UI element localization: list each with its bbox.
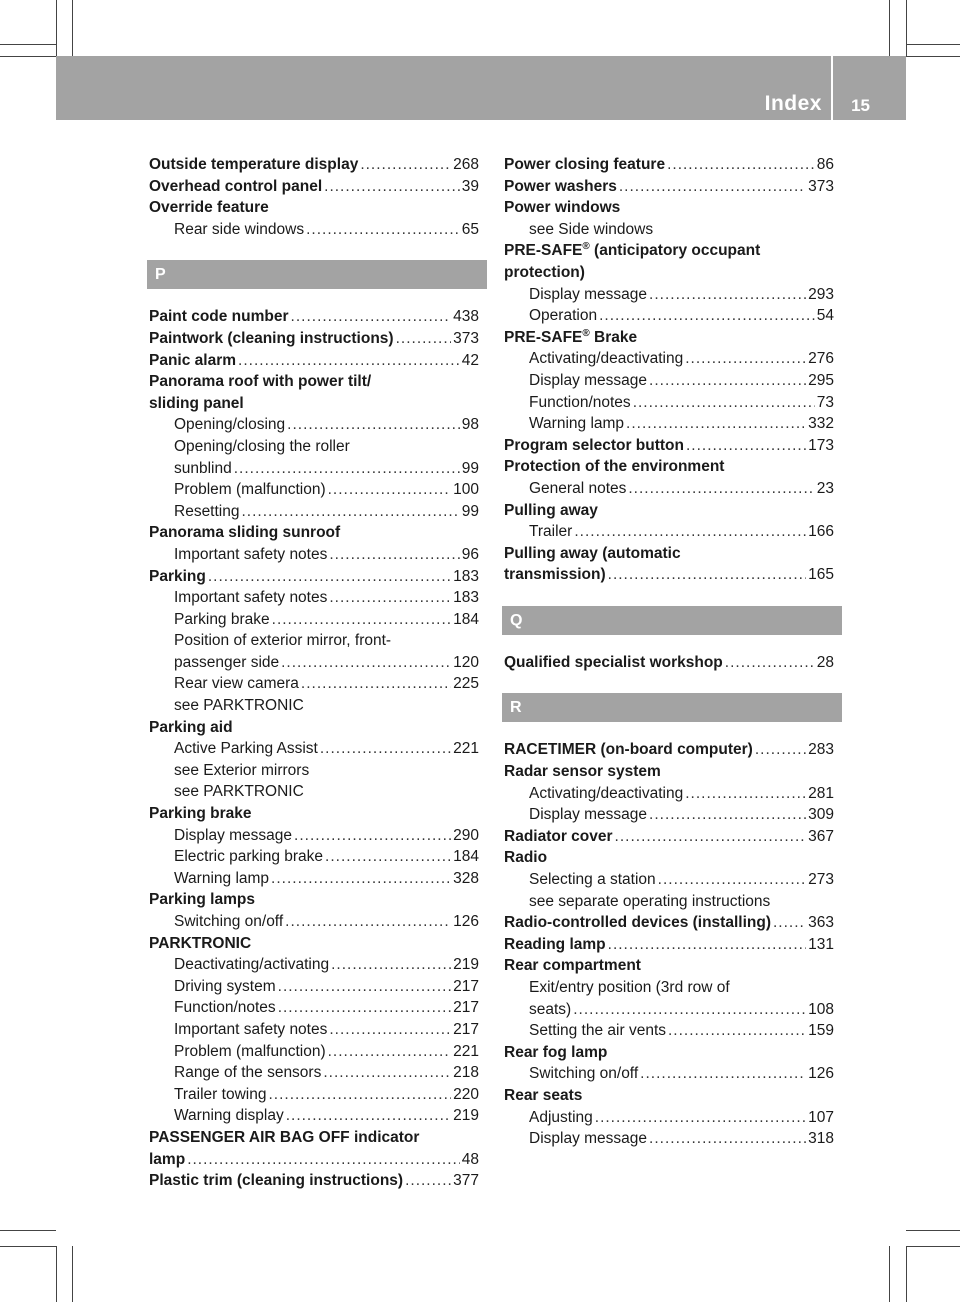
index-heading: PASSENGER AIR BAG OFF indicator — [149, 1128, 420, 1146]
entry-page: 23 — [816, 479, 834, 497]
entry-page: 281 — [808, 784, 834, 802]
leader-dots — [325, 846, 451, 868]
index-entry — [504, 912, 834, 934]
entry-page: 107 — [808, 1108, 834, 1126]
entry-label: Parking — [149, 567, 206, 585]
index-subentry — [149, 846, 479, 868]
entry-label: Selecting a station — [529, 871, 656, 889]
page-title: Index — [764, 92, 822, 115]
index-subentry-text: see separate operating instructions — [529, 892, 771, 910]
index-subentry — [149, 479, 479, 501]
entry-page: 183 — [453, 589, 479, 607]
leader-dots — [281, 652, 451, 674]
entry-page: 290 — [453, 826, 479, 844]
crop-mark — [56, 1246, 57, 1302]
index-subentry — [149, 738, 479, 760]
entry-page: 54 — [816, 307, 834, 325]
index-heading: Parking brake — [149, 805, 252, 823]
index-subentry — [504, 478, 834, 500]
entry-page: 309 — [808, 806, 834, 824]
entry-page: 217 — [453, 999, 479, 1017]
entry-page: 273 — [808, 871, 834, 889]
entry-page: 218 — [453, 1064, 479, 1082]
entry-label: Range of the sensors — [174, 1064, 322, 1082]
index-subentry — [504, 1063, 834, 1085]
index-subentry-text: Opening/closing the roller — [174, 437, 350, 455]
entry-label: Radio-controlled devices (installing) — [504, 914, 771, 932]
entry-label: Display message — [529, 1130, 648, 1148]
index-entry — [149, 1149, 479, 1171]
crop-mark — [906, 1230, 960, 1231]
index-entry — [149, 1170, 479, 1192]
leader-dots — [329, 1019, 451, 1041]
entry-label: Operation — [529, 307, 598, 325]
entry-page: 126 — [453, 913, 479, 930]
leader-dots — [329, 544, 459, 566]
leader-dots — [573, 999, 806, 1021]
entry-label: Program selector button — [504, 436, 684, 454]
leader-dots — [291, 306, 452, 328]
section-letter: R — [502, 693, 842, 722]
index-subentry — [504, 370, 834, 392]
index-heading: sliding panel — [149, 394, 244, 412]
leader-dots — [187, 1149, 460, 1171]
entry-page: 165 — [808, 566, 834, 584]
crop-mark — [906, 0, 907, 56]
entry-label: Radiator cover — [504, 827, 613, 845]
entry-page: 42 — [461, 351, 479, 369]
entry-page: 98 — [461, 416, 479, 434]
entry-label: Paintwork (cleaning instructions) — [149, 329, 394, 347]
index-subentry — [149, 673, 479, 695]
entry-label: Rear view camera — [174, 675, 299, 693]
entry-page: 220 — [453, 1085, 479, 1103]
entry-label: Qualified specialist workshop — [504, 653, 723, 671]
index-subentry — [149, 458, 479, 480]
index-subentry — [149, 825, 479, 847]
entry-label: Function/notes — [529, 393, 631, 411]
entry-label: Active Parking Assist — [174, 740, 318, 758]
index-subentry — [149, 997, 479, 1019]
entry-label: Function/notes — [174, 999, 276, 1017]
index-entry — [504, 739, 834, 761]
index-subentry — [504, 392, 834, 414]
leader-dots — [396, 328, 452, 350]
entry-page: 126 — [808, 1065, 834, 1083]
index-subentry — [504, 284, 834, 306]
index-heading: Panorama roof with power tilt/ — [149, 373, 372, 391]
leader-dots — [329, 587, 451, 609]
index-subentry — [149, 1062, 479, 1084]
entry-page: 183 — [453, 567, 479, 585]
entry-page: 100 — [453, 481, 479, 499]
leader-dots — [599, 305, 815, 327]
entry-page: 131 — [808, 935, 834, 953]
entry-page: 184 — [453, 848, 479, 866]
leader-dots — [287, 414, 460, 436]
index-heading: Parking lamps — [149, 891, 255, 909]
entry-page: 377 — [453, 1172, 479, 1190]
entry-label: Display message — [529, 371, 648, 389]
index-subentry — [149, 501, 479, 523]
leader-dots — [278, 997, 451, 1019]
entry-page: 328 — [453, 869, 479, 887]
index-entry — [504, 176, 834, 198]
entry-page: 96 — [461, 545, 479, 563]
index-subentry-text: see Exterior mirrors — [174, 761, 310, 779]
entry-page: 99 — [461, 502, 479, 520]
index-column-left — [149, 154, 479, 1192]
crop-mark — [0, 56, 56, 57]
entry-page: 73 — [816, 393, 834, 411]
index-heading: Override feature — [149, 199, 269, 217]
entry-page: 438 — [453, 308, 479, 326]
entry-page: 373 — [453, 329, 479, 347]
entry-page: 173 — [808, 436, 834, 454]
entry-label: Panic alarm — [149, 351, 237, 369]
entry-label: Switching on/off — [174, 913, 284, 930]
leader-dots — [405, 1170, 451, 1192]
leader-dots — [649, 1128, 806, 1150]
index-subentry — [149, 868, 479, 890]
entry-page: 159 — [808, 1022, 834, 1040]
crop-mark — [906, 44, 960, 45]
leader-dots — [328, 1041, 452, 1063]
index-entry — [504, 564, 834, 586]
leader-dots — [294, 825, 451, 847]
index-entry — [149, 176, 479, 198]
entry-label: Rear side windows — [174, 220, 305, 238]
entry-label: Adjusting — [529, 1108, 593, 1126]
entry-label: Driving system — [174, 977, 276, 995]
entry-label: sunblind — [174, 459, 232, 477]
entry-page: 373 — [808, 177, 834, 195]
leader-dots — [238, 350, 460, 372]
index-subentry — [149, 976, 479, 998]
leader-dots — [241, 501, 459, 523]
index-entry — [504, 435, 834, 457]
index-subentry-text: see PARKTRONIC — [174, 697, 304, 715]
entry-page: 28 — [816, 653, 834, 671]
leader-dots — [278, 976, 451, 998]
leader-dots — [619, 176, 806, 198]
section-letter: Q — [502, 606, 842, 635]
entry-label: Problem (malfunction) — [174, 481, 326, 499]
page-header — [56, 56, 906, 120]
entry-page: 293 — [808, 285, 834, 303]
crop-mark — [72, 0, 73, 56]
index-heading: Rear fog lamp — [504, 1043, 608, 1061]
entry-label: Power closing feature — [504, 156, 666, 173]
entry-page: 99 — [461, 459, 479, 477]
entry-label: Important safety notes — [174, 545, 328, 563]
index-heading: Pulling away (automatic — [504, 544, 681, 562]
entry-page: 295 — [808, 371, 834, 389]
index-subentry — [149, 587, 479, 609]
crop-mark — [889, 0, 890, 56]
entry-label: Overhead control panel — [149, 177, 323, 195]
leader-dots — [574, 521, 806, 543]
entry-label: Trailer towing — [174, 1085, 267, 1103]
leader-dots — [686, 435, 806, 457]
leader-dots — [301, 673, 451, 695]
entry-label: General notes — [529, 479, 627, 497]
index-entry — [149, 350, 479, 372]
index-heading: PRE-SAFE® (anticipatory occupant — [504, 241, 761, 260]
index-subentry — [149, 1019, 479, 1041]
leader-dots — [324, 176, 460, 198]
index-entry — [149, 566, 479, 588]
entry-label: Activating/deactivating — [529, 350, 684, 368]
entry-page: 48 — [461, 1150, 479, 1168]
entry-page: 184 — [453, 610, 479, 628]
entry-page: 268 — [453, 156, 479, 173]
index-entry — [149, 154, 479, 176]
entry-label: seats) — [529, 1000, 572, 1018]
index-subentry — [504, 783, 834, 805]
index-subentry — [149, 911, 479, 933]
index-subentry — [504, 305, 834, 327]
index-heading: Radar sensor system — [504, 763, 661, 781]
entry-page: 219 — [453, 1107, 479, 1125]
entry-label: Electric parking brake — [174, 848, 324, 866]
index-subentry — [504, 1020, 834, 1042]
index-subentry — [149, 414, 479, 436]
leader-dots — [271, 868, 451, 890]
index-subentry — [504, 999, 834, 1021]
leader-dots — [595, 1107, 806, 1129]
entry-label: Trailer — [529, 523, 573, 541]
leader-dots — [323, 1062, 451, 1084]
entry-label: Setting the air vents — [529, 1022, 666, 1040]
leader-dots — [608, 934, 806, 956]
leader-dots — [286, 1105, 451, 1127]
entry-page: 65 — [461, 220, 479, 238]
leader-dots — [328, 479, 452, 501]
leader-dots — [685, 348, 806, 370]
entry-label: passenger side — [174, 653, 280, 671]
entry-label: Reading lamp — [504, 935, 606, 953]
index-heading: Rear compartment — [504, 957, 641, 975]
index-subentry — [149, 544, 479, 566]
leader-dots — [725, 652, 815, 674]
crop-mark — [889, 1246, 890, 1302]
entry-label: Important safety notes — [174, 1020, 328, 1038]
leader-dots — [360, 154, 451, 176]
entry-page: 217 — [453, 977, 479, 995]
leader-dots — [608, 564, 806, 586]
index-heading: Protection of the environment — [504, 458, 725, 476]
leader-dots — [667, 154, 815, 176]
leader-dots — [668, 1020, 806, 1042]
leader-dots — [285, 911, 451, 933]
index-entry — [504, 826, 834, 848]
entry-label: Opening/closing — [174, 416, 286, 434]
entry-page: 318 — [808, 1130, 834, 1148]
leader-dots — [640, 1063, 806, 1085]
entry-label: Power washers — [504, 177, 617, 195]
index-subentry — [504, 1128, 834, 1150]
crop-mark — [56, 0, 57, 56]
entry-label: Outside temperature display — [149, 156, 359, 173]
index-heading: Radio — [504, 849, 548, 867]
entry-label: Important safety notes — [174, 589, 328, 607]
entry-page: 166 — [808, 523, 834, 541]
entry-page: 221 — [453, 1042, 479, 1060]
entry-label: lamp — [149, 1150, 186, 1168]
index-subentry — [504, 521, 834, 543]
leader-dots — [649, 804, 806, 826]
entry-label: Display message — [174, 826, 293, 844]
index-subentry-text: see PARKTRONIC — [174, 783, 304, 801]
index-entry — [149, 306, 479, 328]
crop-mark — [906, 1246, 960, 1247]
crop-mark — [72, 1246, 73, 1302]
entry-label: Resetting — [174, 502, 240, 520]
leader-dots — [628, 478, 814, 500]
leader-dots — [649, 370, 806, 392]
index-subentry-text: Exit/entry position (3rd row of — [529, 979, 730, 996]
leader-dots — [658, 869, 806, 891]
leader-dots — [331, 954, 451, 976]
entry-label: Warning lamp — [529, 415, 625, 433]
entry-page: 276 — [808, 350, 834, 368]
entry-page: 219 — [453, 956, 479, 974]
entry-label: Plastic trim (cleaning instructions) — [149, 1172, 404, 1190]
entry-page: 367 — [808, 827, 834, 845]
entry-page: 225 — [453, 675, 479, 693]
crop-mark — [906, 1246, 907, 1302]
leader-dots — [649, 284, 806, 306]
index-heading: Parking aid — [149, 718, 233, 736]
entry-label: transmission) — [504, 566, 606, 584]
crop-mark — [0, 1246, 56, 1247]
entry-label: Deactivating/activating — [174, 956, 330, 974]
index-heading: Pulling away — [504, 501, 598, 519]
entry-label: Problem (malfunction) — [174, 1042, 326, 1060]
leader-dots — [755, 739, 806, 761]
entry-label: Warning display — [174, 1107, 284, 1125]
header-divider — [831, 56, 833, 120]
entry-label: Warning lamp — [174, 869, 270, 887]
index-entry — [504, 934, 834, 956]
entry-page: 332 — [808, 415, 834, 433]
index-entry — [504, 652, 834, 674]
entry-page: 86 — [816, 156, 834, 173]
index-column-right — [504, 154, 834, 1150]
index-subentry — [504, 413, 834, 435]
crop-mark — [906, 56, 960, 57]
index-heading: PRE-SAFE® Brake — [504, 327, 638, 346]
index-subentry — [149, 609, 479, 631]
crop-mark — [0, 1230, 56, 1231]
entry-label: Display message — [529, 285, 648, 303]
index-subentry — [149, 1105, 479, 1127]
entry-label: Paint code number — [149, 308, 289, 326]
entry-label: Display message — [529, 806, 648, 824]
entry-label: Activating/deactivating — [529, 784, 684, 802]
index-subentry — [504, 869, 834, 891]
index-subentry — [504, 348, 834, 370]
index-subentry — [149, 1084, 479, 1106]
entry-page: 217 — [453, 1020, 479, 1038]
leader-dots — [615, 826, 807, 848]
entry-page: 120 — [453, 653, 479, 671]
leader-dots — [626, 413, 806, 435]
index-subentry-text: Position of exterior mirror, front- — [174, 632, 392, 650]
entry-page: 221 — [453, 740, 479, 758]
index-heading: Rear seats — [504, 1086, 583, 1104]
index-subentry — [504, 1107, 834, 1129]
leader-dots — [234, 458, 460, 480]
index-entry — [504, 154, 834, 176]
page-number: 15 — [851, 96, 870, 115]
entry-page: 283 — [808, 741, 834, 759]
entry-page: 363 — [808, 914, 834, 932]
entry-page: 39 — [461, 177, 479, 195]
index-heading: PARKTRONIC — [149, 934, 252, 952]
index-subentry-text: see Side windows — [529, 220, 654, 238]
index-subentry — [149, 954, 479, 976]
index-heading: Power windows — [504, 199, 621, 217]
section-letter: P — [147, 260, 487, 289]
index-entry — [149, 328, 479, 350]
entry-page: 108 — [808, 1000, 834, 1018]
leader-dots — [208, 566, 451, 588]
index-heading: Panorama sliding sunroof — [149, 524, 341, 542]
index-subentry — [149, 652, 479, 674]
leader-dots — [685, 783, 806, 805]
leader-dots — [272, 609, 451, 631]
index-heading: protection) — [504, 263, 585, 281]
entry-label: Switching on/off — [529, 1065, 639, 1083]
entry-label: Parking brake — [174, 610, 270, 628]
index-subentry — [149, 1041, 479, 1063]
crop-mark — [0, 44, 56, 45]
leader-dots — [268, 1084, 451, 1106]
index-subentry — [149, 219, 479, 241]
leader-dots — [306, 219, 460, 241]
index-subentry — [504, 804, 834, 826]
entry-label: RACETIMER (on-board computer) — [504, 741, 753, 759]
leader-dots — [633, 392, 815, 414]
leader-dots — [773, 912, 806, 934]
leader-dots — [320, 738, 451, 760]
